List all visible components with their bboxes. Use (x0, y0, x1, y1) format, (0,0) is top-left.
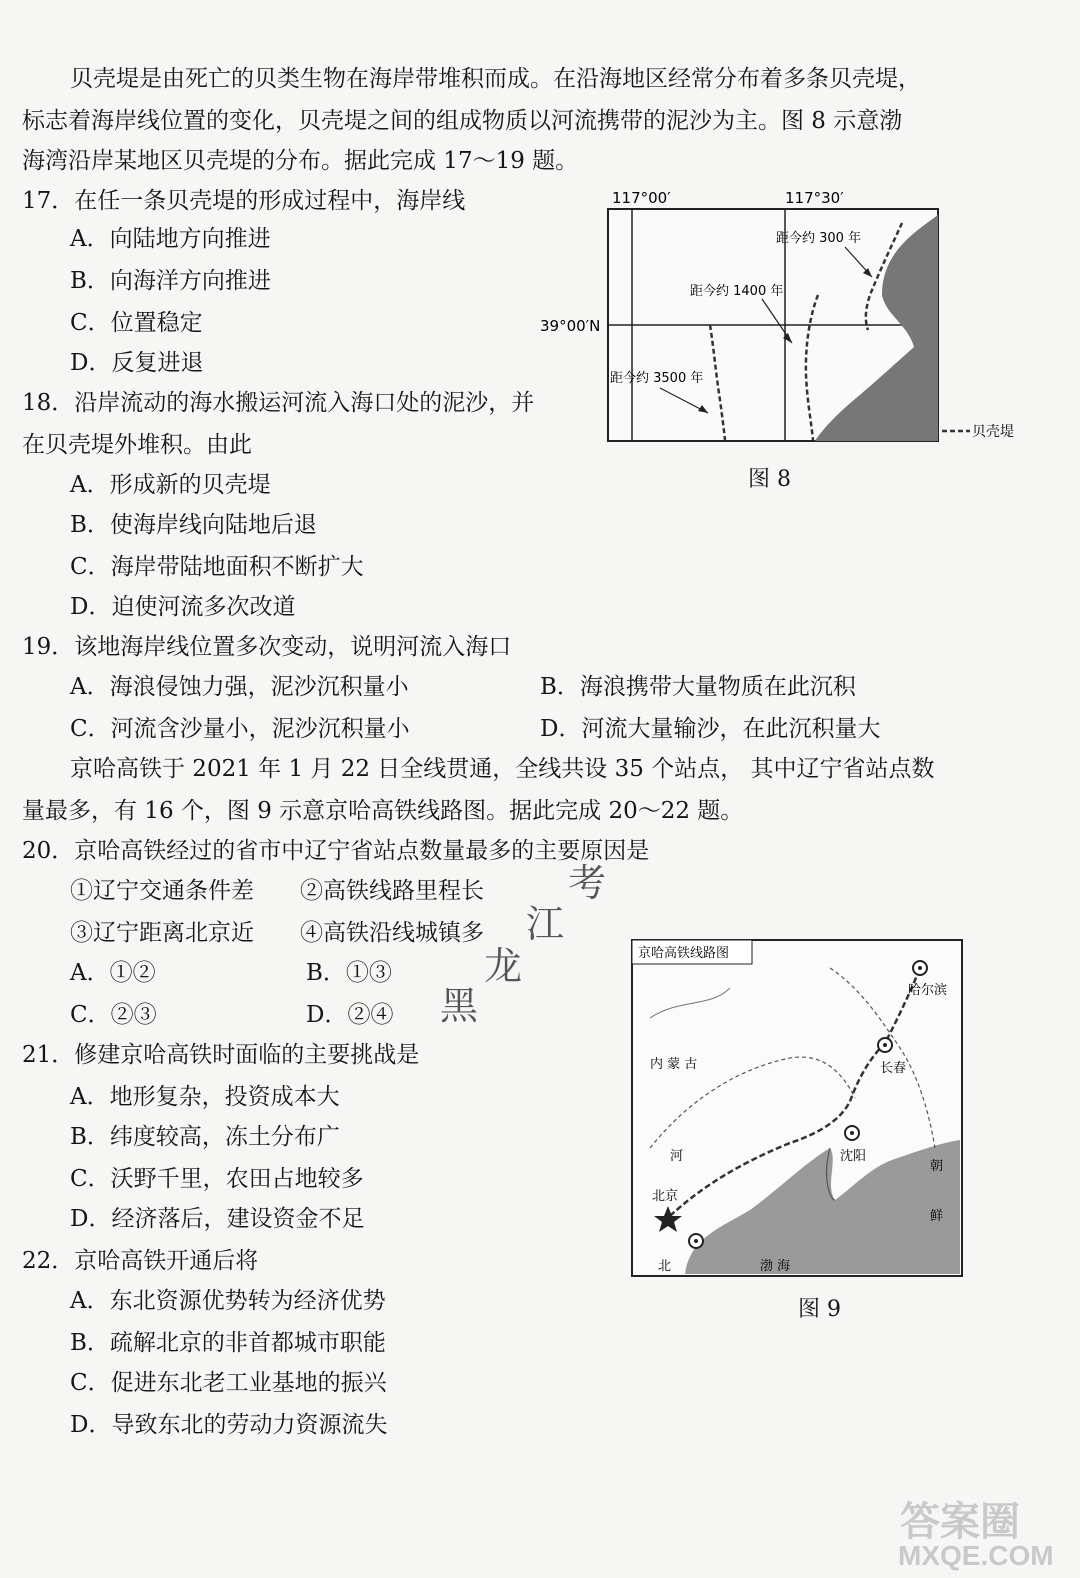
q18-stem-line2: 在贝壳堤外堆积。由此 (22, 432, 252, 458)
q19-option-b: B．海浪携带大量物质在此沉积 (540, 674, 856, 700)
figure-8-caption: 图 8 (748, 467, 791, 492)
watermark-char-1: 黑 (440, 984, 479, 1028)
fig8-legend-label: 贝壳堤 (972, 424, 1014, 440)
q18-option-b: B．使海岸线向陆地后退 (70, 512, 317, 538)
fig9-label-harbin: 哈尔滨 (908, 983, 948, 998)
q21-option-a: A．地形复杂，投资成本大 (70, 1084, 340, 1110)
q21-option-c: C．沃野千里，农田占地较多 (70, 1166, 364, 1192)
q17-option-c: C．位置稳定 (70, 310, 203, 336)
intro2-line1: 京哈高铁于 2021 年 1 月 22 日全线贯通，全线共设 35 个站点， 其中辽宁省站点数 (70, 756, 935, 782)
fig9-label-he: 河 (670, 1149, 684, 1164)
q22-option-d: D．导致东北的劳动力资源流失 (70, 1412, 388, 1438)
q19-option-c: C．河流含沙量小，泥沙沉积量小 (70, 716, 410, 742)
fig9-title: 京哈高铁线路图 (638, 946, 730, 961)
brand-url: MXQE.COM (898, 1540, 1054, 1571)
fig8-label-1400: 距今约 1400 年 (690, 284, 784, 299)
fig9-label-bei: 北 (658, 1259, 672, 1274)
intro1-line1: 贝壳堤是由死亡的贝类生物在海岸带堆积而成。在沿海地区经常分布着多条贝壳堤， (70, 66, 921, 92)
watermark-char-3: 江 (526, 902, 565, 946)
q17-option-d: D．反复进退 (70, 350, 204, 376)
fig9-label-beijing: 北京 (652, 1189, 679, 1204)
figure-9-map (630, 938, 965, 1280)
intro1-line3: 海湾沿岸某地区贝壳堤的分布。据此完成 17～19 题。 (22, 148, 579, 174)
brand-logo: 答案圈 (900, 1500, 1020, 1544)
fig8-label-3500: 距今约 3500 年 (610, 371, 704, 386)
q19-option-d: D．河流大量输沙，在此沉积量大 (540, 716, 881, 742)
q20-option-d: D．②④ (306, 1002, 394, 1028)
q21-option-b: B．纬度较高，冻土分布广 (70, 1124, 340, 1150)
q21-stem: 21．修建京哈高铁时面临的主要挑战是 (22, 1042, 420, 1068)
q20-option-b: B．①③ (306, 960, 392, 986)
q22-stem: 22．京哈高铁开通后将 (22, 1248, 259, 1274)
fig9-label-sea: 渤 海 (760, 1259, 791, 1274)
figure-8-map (530, 185, 1050, 450)
fig9-station-shenyang-dot (850, 1131, 854, 1135)
q21-option-d: D．经济落后，建设资金不足 (70, 1206, 365, 1232)
q17-option-b: B．向海洋方向推进 (70, 268, 271, 294)
q20-item-1: ①辽宁交通条件差 (70, 878, 254, 904)
q20-option-a: A．①② (70, 960, 156, 986)
q17-stem: 17．在任一条贝壳堤的形成过程中，海岸线 (22, 188, 466, 214)
q19-option-a: A．海浪侵蚀力强，泥沙沉积量小 (70, 674, 409, 700)
fig8-lat-label: 39°00′N (540, 317, 601, 335)
watermark-char-4: 考 (568, 861, 607, 905)
q20-item-2: ②高铁线路里程长 (300, 878, 484, 904)
fig9-label-neimenggu: 内 蒙 古 (650, 1057, 698, 1072)
q18-stem-line1: 18．沿岸流动的海水搬运河流入海口处的泥沙，并 (22, 390, 535, 416)
fig8-label-300: 距今约 300 年 (776, 231, 862, 246)
q22-option-a: A．东北资源优势转为经济优势 (70, 1288, 386, 1314)
q22-option-c: C．促进东北老工业基地的振兴 (70, 1370, 387, 1396)
fig9-station-tianjin-dot (694, 1239, 698, 1243)
fig9-label-shenyang: 沈阳 (840, 1149, 867, 1164)
q22-option-b: B．疏解北京的非首都城市职能 (70, 1330, 386, 1356)
fig8-lon1: 117°00′ (612, 189, 671, 207)
q20-item-3: ③辽宁距离北京近 (70, 920, 254, 946)
q18-option-d: D．迫使河流多次改道 (70, 594, 296, 620)
watermark-char-2: 龙 (484, 944, 523, 988)
fig9-label-chaoxian2: 鲜 (930, 1209, 944, 1224)
fig9-label-chaoxian1: 朝 (930, 1159, 944, 1174)
fig9-station-harbin-dot (918, 966, 922, 970)
q20-option-c: C．②③ (70, 1002, 157, 1028)
q20-stem: 20．京哈高铁经过的省市中辽宁省站点数量最多的主要原因是 (22, 838, 650, 864)
q20-item-4: ④高铁沿线城镇多 (300, 920, 484, 946)
intro2-line2: 量最多，有 16 个，图 9 示意京哈高铁线路图。据此完成 20～22 题。 (22, 798, 744, 824)
figure-9-caption: 图 9 (798, 1297, 841, 1322)
q18-option-a: A．形成新的贝壳堤 (70, 472, 271, 498)
q17-option-a: A．向陆地方向推进 (70, 226, 271, 252)
fig9-label-changchun: 长春 (880, 1061, 907, 1076)
intro1-line2: 标志着海岸线位置的变化，贝壳堤之间的组成物质以河流携带的泥沙为主。图 8 示意渤 (22, 108, 903, 134)
q18-option-c: C．海岸带陆地面积不断扩大 (70, 554, 364, 580)
fig9-station-changchun-dot (883, 1043, 887, 1047)
q19-stem: 19．该地海岸线位置多次变动，说明河流入海口 (22, 634, 512, 660)
fig8-lon2: 117°30′ (785, 189, 844, 207)
